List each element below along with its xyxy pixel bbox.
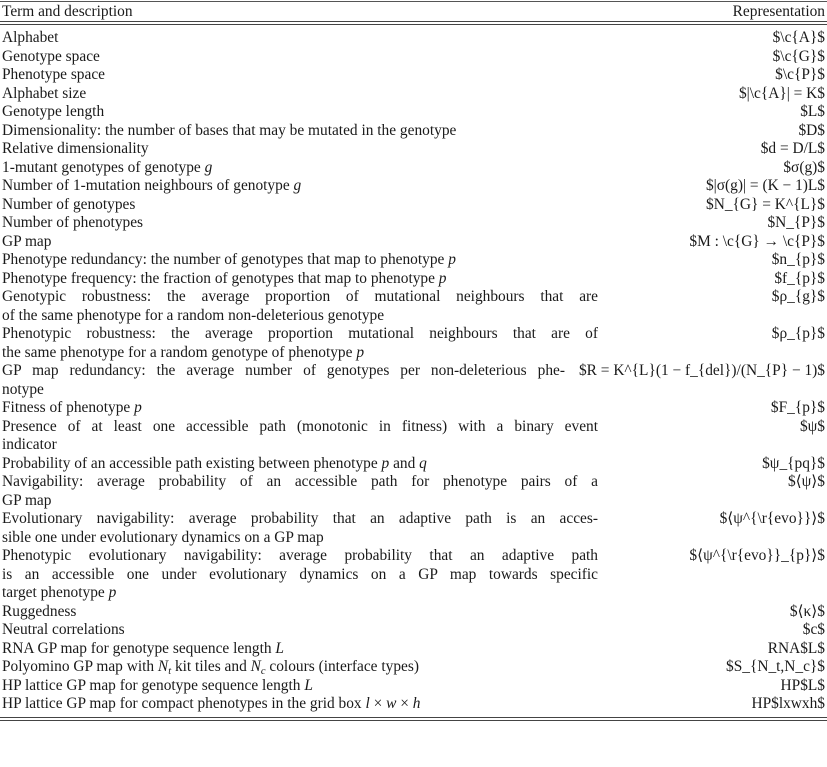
representation: HP$L$ <box>780 676 825 694</box>
term-description <box>2 233 598 252</box>
description-line: Phenotypic evolutionary navigability: average probability that an adaptive path <box>2 547 598 564</box>
representation: $⟨ψ⟩$ <box>787 473 825 490</box>
table-row <box>0 473 827 510</box>
table-row <box>0 455 827 474</box>
term-description <box>2 288 598 325</box>
description-line: Number of genotypes <box>2 195 136 213</box>
table-row <box>0 85 827 104</box>
representation: $f_{p}$ <box>774 269 825 287</box>
table-row <box>0 122 827 141</box>
description-line: Genotype length <box>2 103 105 120</box>
representation: $\c{A}$ <box>772 29 825 46</box>
description-line: RNA GP map for genotype sequence length L <box>2 639 284 657</box>
notation-table <box>0 1 827 721</box>
description-line: 1-mutant genotypes of genotype g <box>2 158 213 176</box>
description-line: Presence of at least one accessible path (monotonic in fitness) with a binary event <box>2 417 598 435</box>
representation: $R = K^{L}(1 − f_{del})/(N_{P} − 1)$ <box>578 362 825 379</box>
term-description <box>2 473 598 510</box>
term-description <box>2 85 598 104</box>
description-line: Phenotype space <box>2 66 106 83</box>
description-line: HP lattice GP map for compact phenotypes in the grid box l × w × h <box>2 695 421 712</box>
description-line: GP map <box>2 491 52 509</box>
description-line: is an accessible one under evolutionary dynamics on a GP map towards specific <box>2 565 598 583</box>
description-line: Genotype space <box>2 47 100 65</box>
header-term: Term and description <box>2 3 133 20</box>
representation: RNA$L$ <box>767 639 825 657</box>
description-line: Phenotype frequency: the fraction of genotypes that map to phenotype p <box>2 269 447 287</box>
representation: $\c{G}$ <box>772 47 825 65</box>
table-header <box>0 2 827 21</box>
description-line: Evolutionary navigability: average probability that an adaptive path is an acces- <box>2 510 598 527</box>
representation: $N_{P}$ <box>767 214 825 231</box>
table-row <box>0 677 827 696</box>
description-line: Navigability: average probability of an accessible path for phenotype pairs of a <box>2 473 598 490</box>
description-line: Phenotype redundancy: the number of genotypes that map to phenotype p <box>2 251 456 268</box>
description-line: notype <box>2 380 44 398</box>
description-line: Neutral correlations <box>2 621 125 638</box>
table-row <box>0 48 827 67</box>
description-line: Fitness of phenotype p <box>2 399 142 416</box>
description-line: GP map redundancy: the average number of genotypes per non-deleterious phe- <box>2 362 565 379</box>
term-description <box>2 196 598 215</box>
description-line: Dimensionality: the number of bases that may be mutated in the genotype <box>2 121 457 139</box>
table-row <box>0 362 827 399</box>
term-description <box>2 48 598 67</box>
description-line: Relative dimensionality <box>2 140 149 157</box>
description-line: Number of 1-mutation neighbours of genotype g <box>2 177 302 194</box>
term-description <box>2 677 598 696</box>
description-line: Alphabet size <box>2 84 87 102</box>
representation: $⟨κ⟩$ <box>789 602 825 620</box>
description-line: GP map <box>2 232 52 250</box>
description-line: Probability of an accessible path existing between phenotype p and q <box>2 454 427 472</box>
bottom-double-rule <box>0 717 827 721</box>
representation: $c$ <box>802 621 825 638</box>
table-row <box>0 510 827 547</box>
term-description <box>2 29 598 48</box>
description-line: the same phenotype for a random genotype of phenotype p <box>2 343 365 361</box>
representation: HP$lxwxh$ <box>751 695 825 712</box>
table-row <box>0 233 827 252</box>
description-line: indicator <box>2 436 57 453</box>
table-row <box>0 658 827 677</box>
representation: $L$ <box>800 103 825 120</box>
table-row <box>0 251 827 270</box>
term-description <box>2 140 598 159</box>
representation: $M : \c{G} → \c{P}$ <box>689 232 825 250</box>
representation: $n_{p}$ <box>771 251 825 268</box>
term-description <box>2 66 598 85</box>
term-description <box>2 695 598 714</box>
representation: $F_{p}$ <box>770 399 825 416</box>
description-line: sible one under evolutionary dynamics on a GP map <box>2 528 324 546</box>
table-row <box>0 66 827 85</box>
term-description <box>2 621 598 640</box>
representation: $ρ_{p}$ <box>771 325 825 342</box>
representation: $σ(g)$ <box>783 158 825 176</box>
table-row <box>0 196 827 215</box>
representation: $⟨ψ^{\r{evo}}⟩$ <box>719 510 825 527</box>
term-description <box>2 399 598 418</box>
table-row <box>0 325 827 362</box>
term-description <box>2 177 598 196</box>
table-row <box>0 695 827 714</box>
description-line: Polyomino GP map with $N_t$ kit tiles and $N_c$ colours (interface types) <box>2 658 419 677</box>
table-row <box>0 640 827 659</box>
term-description <box>2 122 598 141</box>
header-representation: Representation <box>732 3 825 20</box>
table-row <box>0 177 827 196</box>
term-description <box>2 214 598 233</box>
representation: $d = D/L$ <box>760 140 825 157</box>
description-line: Number of phenotypes <box>2 214 144 231</box>
term-description <box>2 640 598 659</box>
description-line: of the same phenotype for a random non-deleterious genotype <box>2 306 385 324</box>
term-description <box>2 251 598 270</box>
table-row <box>0 29 827 48</box>
term-description <box>2 103 598 122</box>
representation: $D$ <box>798 121 825 139</box>
term-description <box>2 658 598 677</box>
representation: $ψ$ <box>799 417 825 435</box>
description-line: Genotypic robustness: the average proportion of mutational neighbours that are <box>2 288 598 305</box>
term-description <box>2 455 598 474</box>
table-row <box>0 399 827 418</box>
representation: $ρ_{g}$ <box>771 288 825 305</box>
representation: $S_{N_t,N_c}$ <box>726 658 825 675</box>
table-row <box>0 103 827 122</box>
representation: $|σ(g)| = (K − 1)L$ <box>705 177 825 194</box>
description-line: HP lattice GP map for genotype sequence length L <box>2 676 313 694</box>
table-row <box>0 214 827 233</box>
table-row <box>0 621 827 640</box>
table-row <box>0 159 827 178</box>
term-description <box>2 270 598 289</box>
term-description <box>2 325 598 362</box>
term-description <box>2 603 598 622</box>
term-description <box>2 510 598 547</box>
representation: $ψ_{pq}$ <box>762 454 825 472</box>
table-row <box>0 270 827 289</box>
table-row <box>0 140 827 159</box>
table-row <box>0 547 827 603</box>
term-description <box>2 362 565 399</box>
term-description <box>2 418 598 455</box>
description-line: Phenotypic robustness: the average proportion mutational neighbours that are of <box>2 325 598 342</box>
description-line: Ruggedness <box>2 602 77 620</box>
description-line: Alphabet <box>2 29 59 46</box>
representation: $\c{P}$ <box>775 66 825 83</box>
table-body <box>0 25 827 714</box>
table-row <box>0 418 827 455</box>
representation: $|\c{A}| = K$ <box>738 84 825 102</box>
table-row <box>0 603 827 622</box>
description-line: target phenotype p <box>2 584 117 601</box>
term-description <box>2 547 598 603</box>
term-description <box>2 159 598 178</box>
representation: $N_{G} = K^{L}$ <box>706 195 825 213</box>
representation: $⟨ψ^{\r{evo}}_{p}⟩$ <box>689 547 825 564</box>
table-row <box>0 288 827 325</box>
